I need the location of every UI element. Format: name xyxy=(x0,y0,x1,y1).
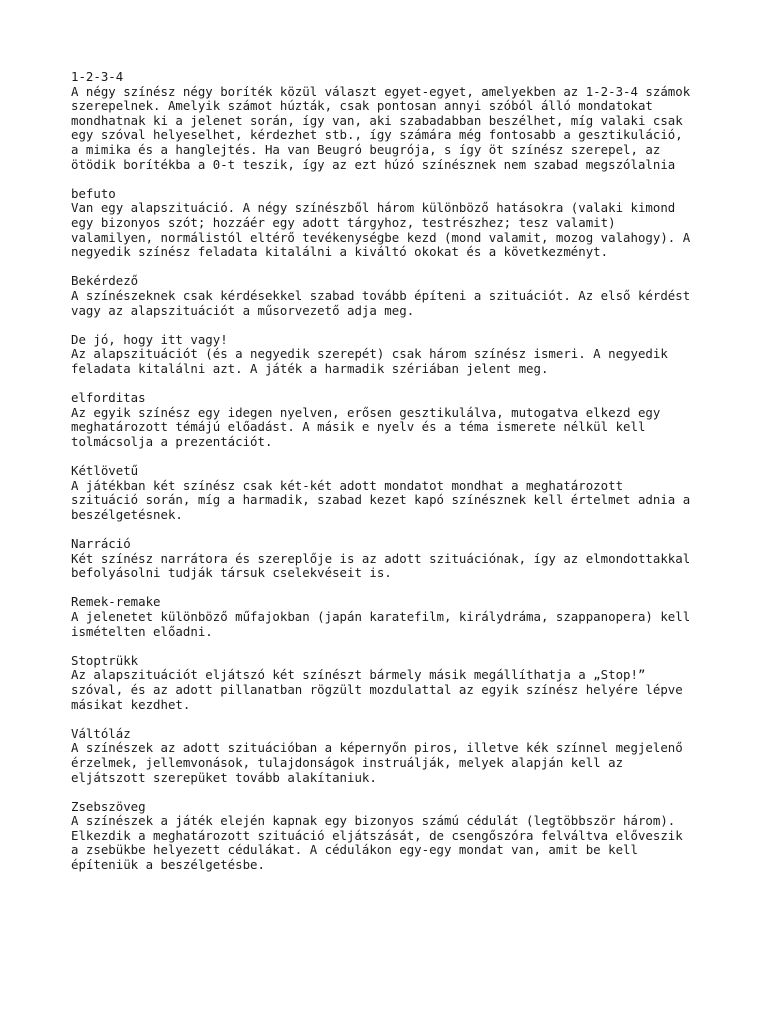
entry xyxy=(71,333,711,377)
entry-line: A színészeknek csak kérdésekkel szabad tovább építeni a szituációt. Az első kérdést xyxy=(71,287,691,303)
entry xyxy=(71,727,711,785)
entry xyxy=(71,464,711,522)
entry-line: Az alapszituációt eljátszó két színészt bármely másik megállíthatja a „Stop!” xyxy=(71,667,646,683)
entry-line: mondhatnak ki a jelenet során, így van, aki szabadabban beszélhet, míg valaki csak xyxy=(71,112,683,128)
entry-line: építeniük a beszélgetésbe. xyxy=(71,857,265,873)
entry-line: A színészek a játék elején kapnak egy bizonyos számú cédulát (legtöbbször három). xyxy=(71,813,676,829)
entry-line: szituáció során, míg a harmadik, szabad kezet kapó színésznek kell értelmet adnia a xyxy=(71,492,691,508)
entry-line: ötödik borítékba a 0-t teszik, így az ezt húzó színésznek nem szabad megszólalnia xyxy=(71,156,676,172)
entry-line: negyedik színész feladata kitalálni a kiváltó okokat és a következményt. xyxy=(71,244,609,260)
entry-title: Bekérdező xyxy=(71,273,139,289)
entry-line: a zsebükbe helyezett cédulákat. A cédulákon egy-egy mondat van, amit be kell xyxy=(71,842,638,858)
entry-title: Remek-remake xyxy=(71,594,161,610)
entry-line: egy bizonyos szót; hozzáér egy adott tárgyhoz, testrészhez; tesz valamit) xyxy=(71,214,616,230)
entry-line: vagy az alapszituációt a műsorvezető adja meg. xyxy=(71,302,415,318)
entry-title: De jó, hogy itt vagy! xyxy=(71,331,228,347)
entry-line: Elkezdik a meghatározott szituáció eljátszását, de csengőszóra felváltva előveszik xyxy=(71,827,683,843)
entry-line: feladata kitalálni azt. A játék a harmadik szériában jelent meg. xyxy=(71,360,549,376)
entry-line: Két színész narrátora és szereplője is az adott szituációnak, így az elmondottakkal xyxy=(71,550,691,566)
entry-title: elforditas xyxy=(71,390,146,406)
entry-line: szerepelnek. Amelyik számot húzták, csak pontosan annyi szóból álló mondatokat xyxy=(71,98,653,114)
entry-line: szóval, és az adott pillanatban rögzült mozdulattal az egyik színész helyére lépve xyxy=(71,681,683,697)
entry xyxy=(71,70,711,172)
entry xyxy=(71,800,711,873)
entry-line: Az alapszituációt (és a negyedik szerepét) csak három színész ismeri. A negyedik xyxy=(71,346,668,362)
document-body xyxy=(71,70,711,887)
entry-line: Van egy alapszituáció. A négy színészből három különböző hatásokra (valaki kimond xyxy=(71,200,676,216)
entry-line: valamilyen, normálistól eltérő tevékenységbe kezd (mond valamit, mozog valahogy). A xyxy=(71,229,691,245)
entry xyxy=(71,537,711,581)
entry-title: Kétlövetű xyxy=(71,463,139,479)
entry-line: a mimika és a hanglejtés. Ha van Beugró beugrója, s így öt színész szerepel, az xyxy=(71,141,661,157)
entry-title: Zsebszöveg xyxy=(71,798,146,814)
entry-line: ismételten előadni. xyxy=(71,623,213,639)
entry xyxy=(71,187,711,260)
entry xyxy=(71,654,711,712)
entry-line: A színészek az adott szituációban a képernyőn piros, illetve kék színnel megjelenő xyxy=(71,740,683,756)
entry-line: egy szóval helyeselhet, kérdezhet stb., így számára még fontosabb a gesztikuláció, xyxy=(71,127,683,143)
entry-title: 1-2-3-4 xyxy=(71,69,124,84)
entry-line: eljátszott szerepüket tovább alakítaniuk. xyxy=(71,769,377,785)
entry xyxy=(71,274,711,318)
entry-line: érzelmek, jellemvonások, tulajdonságok instruálják, melyek alapján kell az xyxy=(71,754,624,770)
entry-line: beszélgetésnek. xyxy=(71,506,183,522)
entry-title: Narráció xyxy=(71,536,131,551)
entry-line: A jelenetet különböző műfajokban (japán karatefilm, királydráma, szappanopera) kell xyxy=(71,608,691,624)
entry-title: Stoptrükk xyxy=(71,652,139,668)
entry-line: másikat kezdhet. xyxy=(71,696,191,712)
entry-line: A játékban két színész csak két-két adott mondatot mondhat a meghatározott xyxy=(71,477,624,493)
entry-line: A négy színész négy boríték közül választ egyet-egyet, amelyekben az 1-2-3-4 számok xyxy=(71,83,691,99)
entry xyxy=(71,595,711,639)
entry-line: meghatározott témájú előadást. A másik e nyelv és a téma ismerete nélkül kell xyxy=(71,419,646,435)
entry-line: Az egyik színész egy idegen nyelven, erősen gesztikulálva, mutogatva elkezd egy xyxy=(71,404,661,420)
entry-title: Váltóláz xyxy=(71,725,131,741)
entry-line: tolmácsolja a prezentációt. xyxy=(71,433,273,449)
entry-line: befolyásolni tudják társuk cselekvéseit is. xyxy=(71,565,392,581)
entry xyxy=(71,391,711,449)
entry-title: befuto xyxy=(71,185,116,201)
